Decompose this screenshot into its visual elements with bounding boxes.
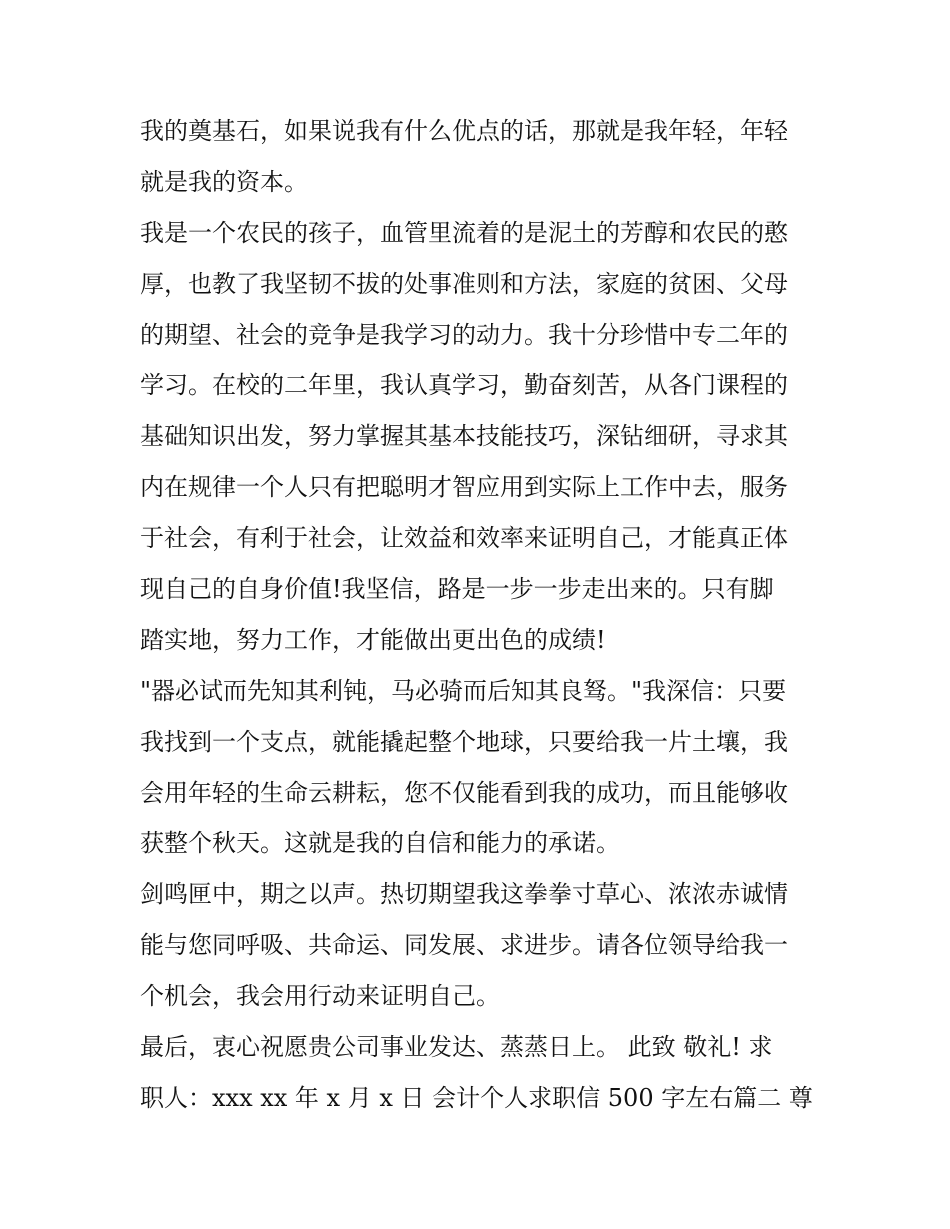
body-text: [140, 106, 820, 1124]
text-line: 于社会，有利于社会，让效益和效率来证明自己，才能真正体: [140, 524, 788, 553]
text-line: 的期望、社会的竞争是我学习的动力。我十分珍惜中专二年的: [140, 320, 788, 349]
text-line: 内在规律一个人只有把聪明才智应用到实际上工作中去，服务: [140, 473, 788, 502]
text-line: 我找到一个支点，就能撬起整个地球，只要给我一片土壤，我: [140, 727, 788, 756]
text-line: 剑鸣匣中，期之以声。热切期望我这拳拳寸草心、浓浓赤诚情: [140, 880, 788, 909]
text-line: 我是一个农民的孩子，血管里流着的是泥土的芳醇和农民的憨: [140, 218, 788, 247]
text-line: 现自己的自身价值!我坚信，路是一步一步走出来的。只有脚: [140, 575, 774, 604]
text-line: 踏实地，努力工作，才能做出更出色的成绩!: [140, 625, 606, 654]
text-line: 能与您同呼吸、共命运、同发展、求进步。请各位领导给我一: [140, 931, 788, 960]
text-line: 职人：xxx xx 年 x 月 x 日 会计个人求职信 500 字左右篇二 尊: [140, 1083, 813, 1112]
text-line: 个机会，我会用行动来证明自己。: [140, 982, 500, 1011]
text-line: 厚，也教了我坚韧不拔的处事准则和方法，家庭的贫困、父母: [140, 269, 788, 298]
text-line: 会用年轻的生命云耕耘，您不仅能看到我的成功，而且能够收: [140, 778, 788, 807]
text-line: "器必试而先知其利钝，马必骑而后知其良驽。"我深信：只要: [140, 676, 787, 705]
text-line: 学习。在校的二年里，我认真学习，勤奋刻苦，从各门课程的: [140, 371, 788, 400]
text-line: 获整个秋天。这就是我的自信和能力的承诺。: [140, 829, 620, 858]
text-line: 就是我的资本。: [140, 167, 308, 196]
text-line: 我的奠基石，如果说我有什么优点的话，那就是我年轻，年轻: [140, 117, 788, 145]
text-line: 基础知识出发，努力掌握其基本技能技巧，深钻细研，寻求其: [140, 422, 788, 451]
text-line: 最后，衷心祝愿贵公司事业发达、蒸蒸日上。 此致 敬礼! 求: [140, 1033, 773, 1062]
